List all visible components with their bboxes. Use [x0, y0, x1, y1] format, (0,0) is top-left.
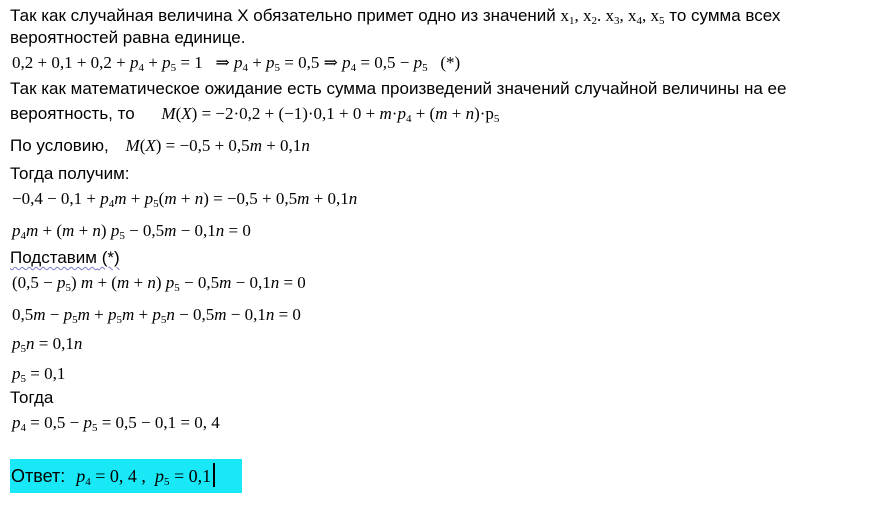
equation-5: $0,5m - p_5m + p_5m + p_5n - 0,5m - 0,1n = 0$	[12, 305, 301, 326]
text-line-5	[10, 136, 310, 156]
equation-4: $(0,5 - p_5)$ m + (m + n) $p_5 - 0,5m - 0,1n = 0$	[12, 273, 306, 294]
answer-value: $p_4 = 0$, 4 , $p_5 = 0,1$	[76, 466, 212, 488]
text-line-8: Тогда	[10, 388, 54, 407]
text-line-6: Тогда получим:	[10, 164, 130, 183]
text-line-5-label: По условию,	[10, 136, 109, 155]
text-line-1	[10, 6, 780, 26]
text-line-7	[10, 248, 120, 268]
text-line-4-label: вероятность, то	[10, 104, 135, 123]
expectation-formula: $M(X) = -2\cdot 0,2 + (-1)\cdot 0,1 + 0 + m\cdot p_4 + (m + n)\cdot p_5$	[161, 104, 500, 125]
equation-6: $p_5n = 0,1n$	[12, 334, 83, 355]
text-line-1-tail: то сумма всех	[669, 6, 781, 25]
text-line-2: вероятностей равна единице.	[10, 28, 246, 47]
text-line-4	[10, 104, 499, 124]
text-line-1-intro: Так как случайная величина X обязательно примет одно из значений	[10, 6, 561, 25]
equation-8: $p_4 = 0,5 - p_5 = 0,5 - 0,1 = 0$, 4	[12, 413, 220, 434]
text-line-7-mark: (*)	[96, 248, 120, 267]
equation-1: $0,2 + 0,1 + 0,2 + p_4 + p_5 = 1$ ⇒ $p_4 + p_5 = 0,5$ ⇒ $p_4 = 0,5 - p_5$ (*)	[12, 53, 461, 74]
text-line-1-vars: $x_1$, $x_2$. $x_3$, $x_4$, $x_5$	[560, 6, 665, 27]
text-line-3: Так как математическое ожидание есть сумма произведений значений случайной величины на ее	[10, 79, 787, 98]
text-cursor	[213, 463, 215, 487]
equation-2: $-0,4 - 0,1 + p_4m + p_5(m + n) = -0,5 + 0,5m + 0,1n$	[12, 189, 358, 210]
answer-highlight	[10, 459, 242, 493]
text-line-7-word: Подставим	[10, 248, 97, 267]
condition-formula: M(X) = −0,5 + 0,5m + 0,1n	[125, 136, 310, 155]
equation-3: $p_4m + (m + n) p_5 - 0,5m - 0,1n = 0$	[12, 221, 251, 242]
equation-7: $p_5 = 0,1$	[12, 364, 66, 385]
answer-label: Ответ:	[11, 466, 66, 486]
